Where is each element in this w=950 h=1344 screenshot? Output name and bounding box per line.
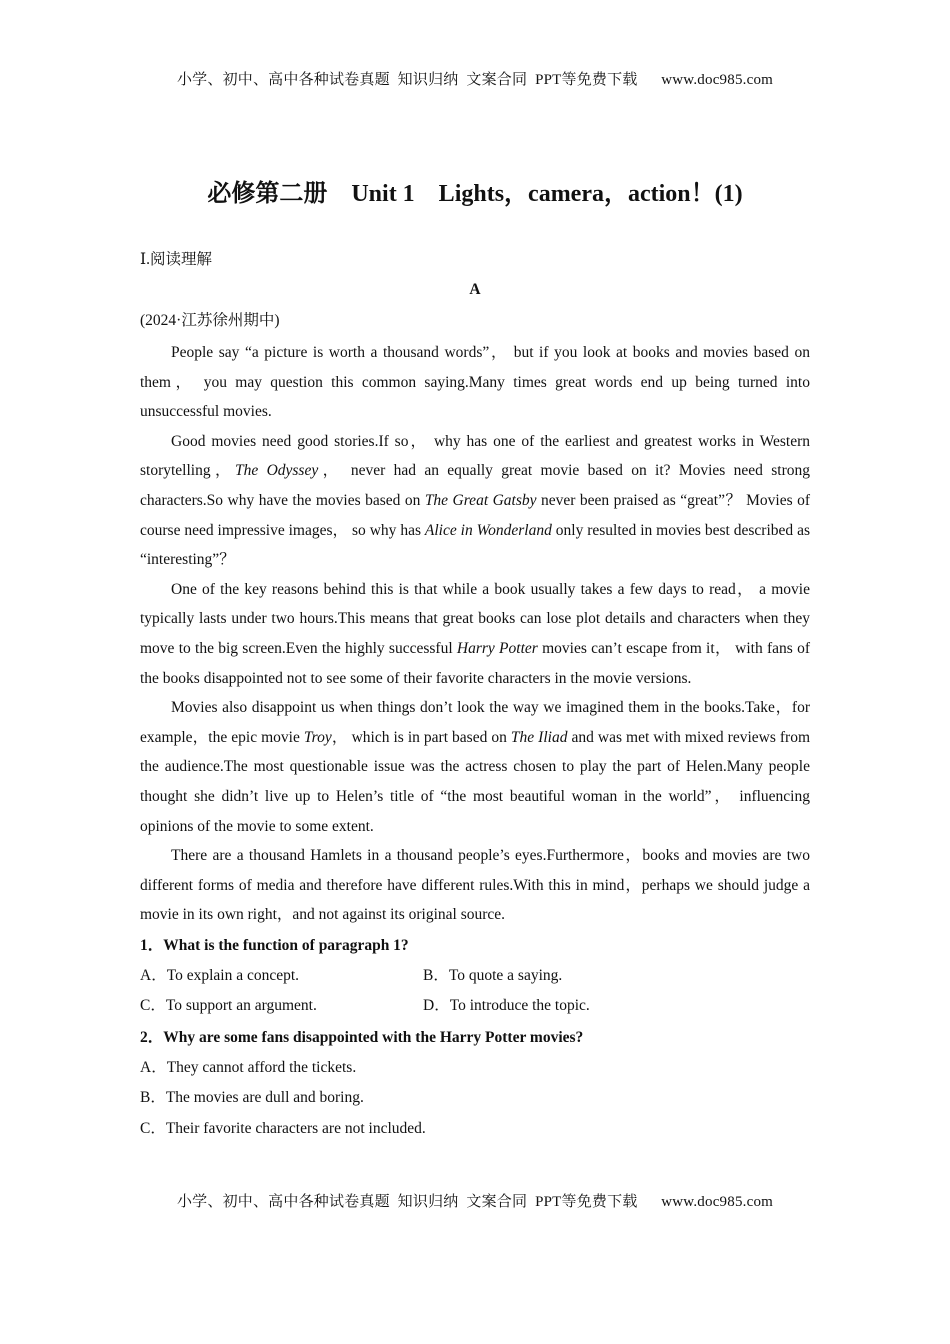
question-1-stem: 1．What is the function of paragraph 1? (140, 936, 409, 954)
question-2-option-c: C．Their favorite characters are not included. (140, 1119, 426, 1137)
question-1-options-row-2 (140, 991, 810, 1022)
title-harry-potter: Harry Potter (456, 639, 538, 657)
paragraph-4: Movies also disappoint us when things don’t look the way we imagined them in the books.Take，for example，the epic movie Troy， which is in part based on The Iliad and was met with mixed reviews from the audience.The most questionable issue was the actress chosen to play the part of Helen.Many people thought she didn’t live up to Helen’s title of “the most beautiful woman in the world”， influencing opinions of the movie to some extent. (140, 699, 811, 835)
title-the-odyssey: The Odyssey (235, 462, 319, 480)
question-1-option-d: D．To introduce the topic. (423, 997, 590, 1015)
title-troy: Troy (303, 728, 332, 746)
paragraph-3: One of the key reasons behind this is that while a book usually takes a few days to read， a movie typically lasts under two hours.This means that great books can lose plot details and characters when they move to the big screen.Even the highly successful Harry Potter movies can’t escape from it， with fans of the books disappointed not to see some of their favorite characters in the movie versions. (140, 580, 811, 687)
paragraph-1: People say “a picture is worth a thousand words”， but if you look at books and movies based on them， you may question this common saying.Many times great words end up being turned into unsuccessful movies. (140, 344, 810, 421)
question-2-option-b: B．The movies are dull and boring. (140, 1089, 364, 1107)
document-body (140, 248, 810, 1144)
page-title: 必修第二册 Unit 1 Lights，camera，action！(1) (207, 181, 743, 207)
page-footer: 小学、初中、高中各种试卷真题 知识归纳 文案合同 PPT等免费下载 www.doc985.com (176, 1194, 774, 1210)
passage-source: (2024·江苏徐州期中) (140, 312, 280, 329)
question-2-stem: 2．Why are some fans disappointed with the Harry Potter movies? (140, 1028, 584, 1046)
question-1-options-row-1 (140, 961, 810, 992)
passage-letter: A (469, 281, 481, 298)
page-header: 小学、初中、高中各种试卷真题 知识归纳 文案合同 PPT等免费下载 www.doc985.com (176, 72, 774, 88)
title-the-great-gatsby: The Great Gatsby (424, 491, 537, 509)
question-1-option-c: C．To support an argument. (140, 997, 317, 1015)
question-1-option-a: A．To explain a concept. (140, 966, 300, 984)
title-the-iliad: The Iliad (510, 728, 568, 746)
question-1-option-b: B．To quote a saying. (423, 966, 563, 984)
question-2-option-a: A．They cannot afford the tickets. (140, 1058, 357, 1076)
paragraph-5: There are a thousand Hamlets in a thousand people’s eyes.Furthermore，books and movies are two different forms of media and therefore have different rules.With this in mind，perhaps we should judge a movie in its own right，and not against its original source. (140, 847, 810, 924)
paragraph-2: Good movies need good stories.If so， why has one of the earliest and greatest works in Western storytelling，The Odyssey， never had an equally great movie based on it? Movies need strong characters.So why have the movies based on The Great Gatsby never been praised as “great”？ Movies of course need impressive images， so why has Alice in Wonderland only resulted in movies best described as “interesting”？ (140, 432, 811, 569)
title-alice-in-wonderland: Alice in Wonderland (424, 521, 552, 539)
section-label: Ⅰ.阅读理解 (140, 251, 212, 268)
